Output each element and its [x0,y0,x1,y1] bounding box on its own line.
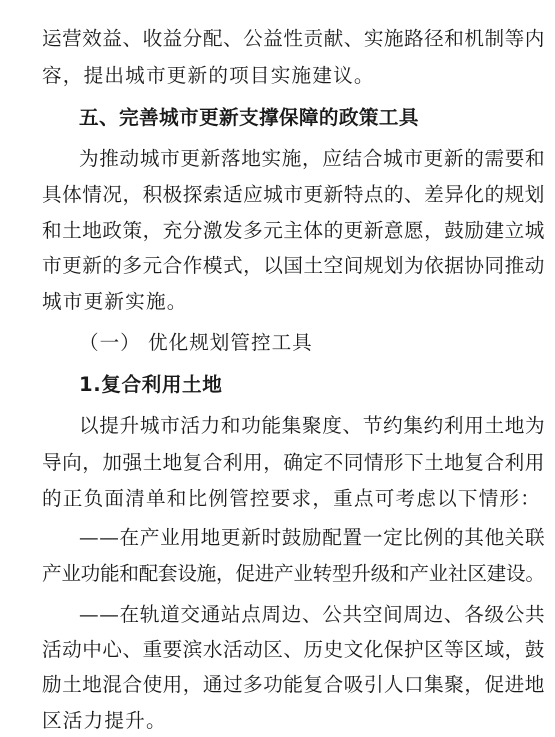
text-line: 市更新的多元合作模式，以国土空间规划为依据协同推动 [42,254,545,277]
text-line: 具体情况，积极探索适应城市更新特点的、差异化的规划 [42,183,545,207]
text-line: 产业功能和配套设施，促进产业转型升级和产业社区建设。 [42,562,545,586]
text-line: 运营效益、收益分配、公益性贡献、实施路径和机制等内 [42,27,545,50]
numbered-heading: 1.复合利用土地 [79,373,223,397]
text-line: 和土地政策，充分激发多元主体的更新意愿，鼓励建立城 [42,219,545,242]
text-line: 以提升城市活力和功能集聚度、节约集约利用土地为 [79,413,546,437]
subsection-heading: （一） 优化规划管控工具 [79,330,313,354]
text-line: 为推动城市更新落地实施，应结合城市更新的需要和 [79,147,546,171]
text-line: 容，提出城市更新的项目实施建议。 [42,63,375,87]
text-line: 导向，加强土地复合利用，确定不同情形下土地复合利用 [42,450,545,474]
text-line: 城市更新实施。 [42,290,188,313]
text-line: 的正负面清单和比例管控要求，重点可考虑以下情形： [42,486,542,510]
section-heading: 五、完善城市更新支撑保障的政策工具 [79,105,419,129]
text-line: 励土地混合使用，通过多功能复合吸引人口集聚，促进地 [42,673,545,697]
text-line: 区活力提升。 [42,709,167,732]
text-line: ——在轨道交通站点周边、公共空间周边、各级公共 [79,603,546,627]
text-line: ——在产业用地更新时鼓励配置一定比例的其他关联 [79,526,546,550]
text-line: 活动中心、重要滨水活动区、历史文化保护区等区域，鼓 [42,638,545,662]
